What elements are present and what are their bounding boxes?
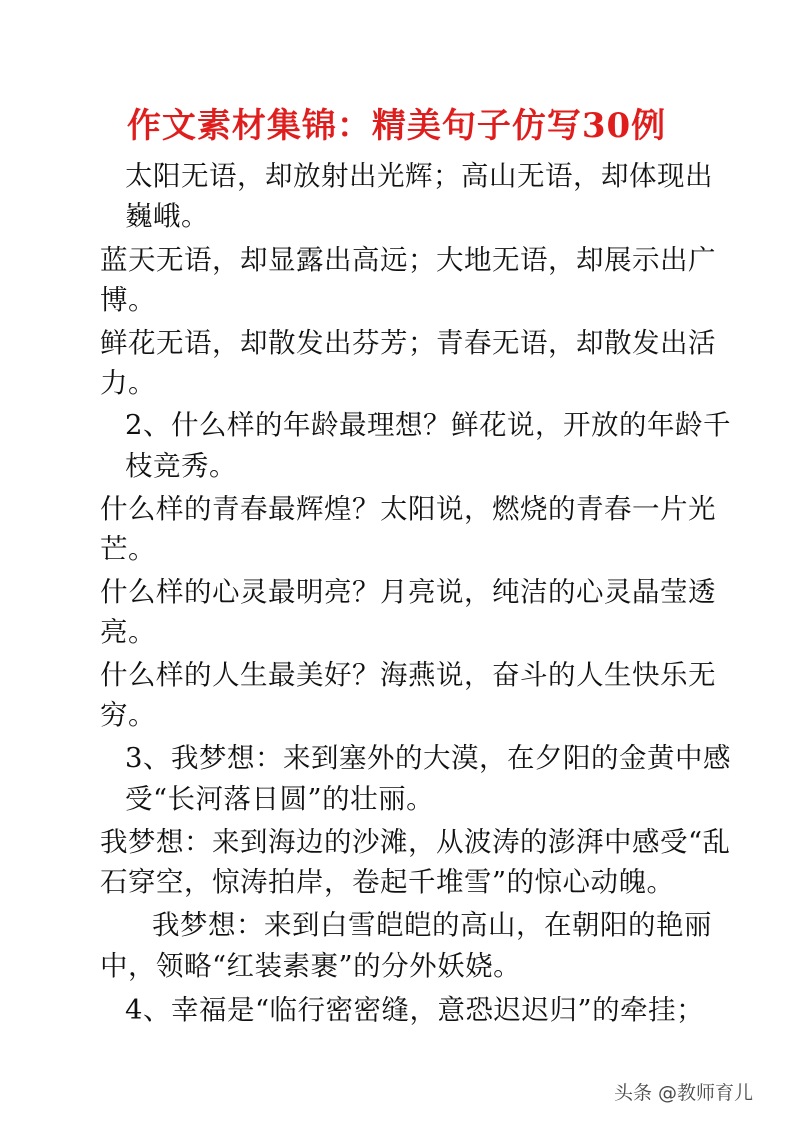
text-line: 枝竞秀。 xyxy=(125,450,237,482)
text-line: 我梦想：来到海边的沙滩，从波涛的澎湃中感受“乱 xyxy=(100,826,731,858)
text-line: 鲜花无语，却散发出芬芳；青春无语，却散发出活 xyxy=(100,327,716,359)
watermark: 头条 @教师育儿 xyxy=(613,1082,753,1104)
page-title: 作文素材集锦：精美句子仿写30例 xyxy=(126,106,667,146)
text-line: 博。 xyxy=(100,284,156,316)
text-line: 什么样的人生最美好？海燕说，奋斗的人生快乐无 xyxy=(100,659,716,691)
text-line: 受“长河落日圆”的壮丽。 xyxy=(125,783,435,815)
text-line: 2、什么样的年龄最理想？鲜花说，开放的年龄千 xyxy=(125,409,731,441)
text-line: 力。 xyxy=(100,367,156,399)
text-line: 亮。 xyxy=(100,616,156,648)
text-line: 什么样的心灵最明亮？月亮说，纯洁的心灵晶莹透 xyxy=(100,576,716,608)
text-line: 穷。 xyxy=(100,699,156,731)
text-line: 4、幸福是“临行密密缝，意恐迟迟归”的牵挂； xyxy=(125,994,705,1026)
text-line: 什么样的青春最辉煌？太阳说，燃烧的青春一片光 xyxy=(100,493,716,525)
text-line: 石穿空，惊涛拍岸，卷起千堆雪”的惊心动魄。 xyxy=(100,866,675,898)
text-line: 芒。 xyxy=(100,533,156,565)
text-line: 我梦想：来到白雪皑皑的高山，在朝阳的艳丽 xyxy=(152,909,712,941)
text-line: 3、我梦想：来到塞外的大漠，在夕阳的金黄中感 xyxy=(125,742,731,774)
text-line: 巍峨。 xyxy=(125,200,209,232)
text-line: 太阳无语，却放射出光辉；高山无语，却体现出 xyxy=(125,160,713,192)
text-line: 中，领略“红装素裹”的分外妖娆。 xyxy=(100,950,522,982)
text-line: 蓝天无语，却显露出高远；大地无语，却展示出广 xyxy=(100,244,716,276)
